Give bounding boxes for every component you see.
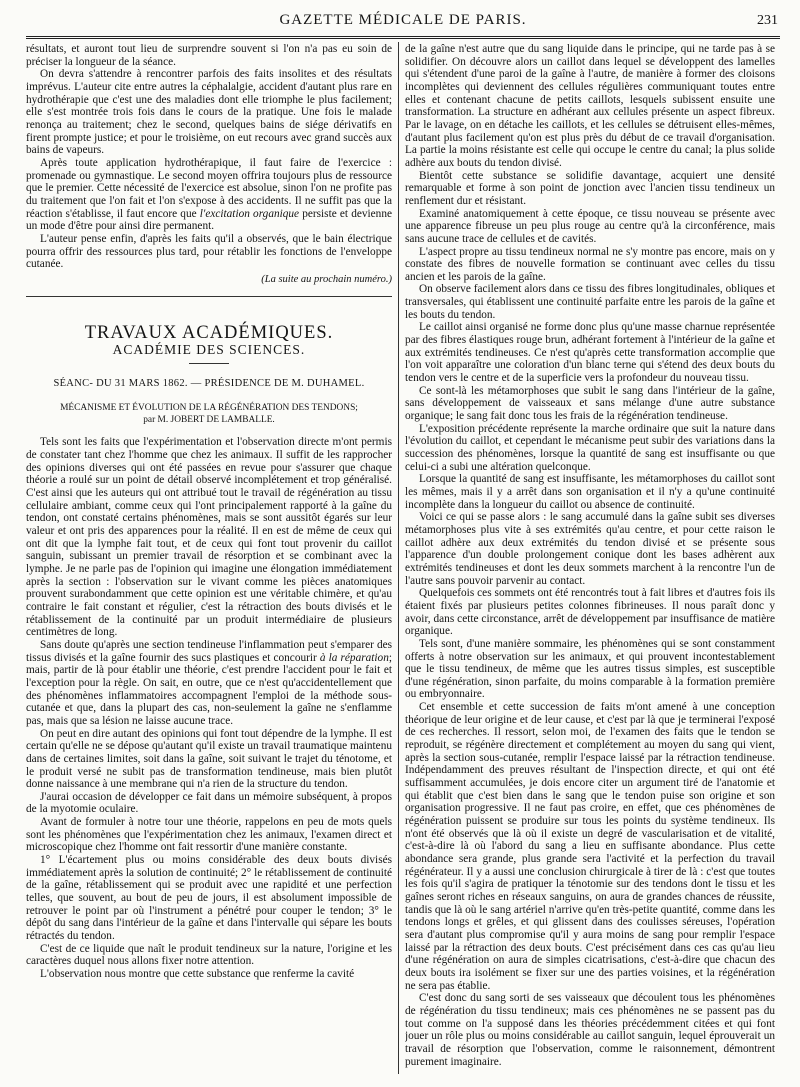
paragraph: Quelquefois ces sommets ont été rencontrés tout à fait libres et d'autres fois ils étaient fixés par plusieurs petites colonnes fibrineuses. Il nous paraît donc y avoir, dans cette circonstance, arrêt de développement par insuffisance de matière organique. (405, 587, 775, 638)
paragraph: On devra s'attendre à rencontrer parfois des faits insolites et des résultats imprévus. L'auteur cite entre autres la céphalalgie, accident d'autant plus rare en hydrothérapie que c'est une des maladies dont elle triomphe le plus facilement; elle s'est montrée trois fois dans le cours de la pratique. Une fois le malade renonça au traitement; chez le second, quelques bains de siége dérivatifs en firent prompte justice; et pour le troisième, on eut recours avec grand succès aux bains de vapeurs. (26, 68, 392, 157)
paragraph: Examiné anatomiquement à cette époque, ce tissu nouveau se présente avec une apparence fibreuse un peu plus rouge au centre qu'à la circonférence, mais sans aucune trace de cellules et de cavités. (405, 207, 775, 245)
section-title: TRAVAUX ACADÉMIQUES. (84, 323, 334, 344)
paragraph (26, 157, 392, 233)
paragraph: Ce sont-là les métamorphoses que subit le sang dans l'intérieur de la gaîne, sans développement de vaisseaux et sans mélange d'une autre substance organique; le sang fait donc tous les frais de la régénération tendineuse. (405, 384, 775, 423)
paragraph: 1° L'écartement plus ou moins considérable des deux bouts divisés immédiatement après la solution de continuité; 2° le rétablissement de continuité de la gaîne, rétablissement qui se produit avec une rapidité et une perfection telles, que souvent, au bout de peu de jours, il est absolument impossible de retrouver le point par où l'instrument a pénétré pour couper le tendon; 3° le dépôt du sang dans l'intérieur de la gaîne et dans l'intervalle qui sépare les bouts rétractés du tendon. (26, 854, 392, 943)
paragraph: C'est donc du sang sorti de ses vaisseaux que découlent tous les phénomènes de régénération du tissu tendineux; mais ces phénomènes ne se passent pas du tout comme on l'a supposé dans les théories précédemment citées et qui font jouer un rôle plus ou moins considérable au caillot sanguin, lequel éprouverait un travail de résorption que l'observation, comme le raisonnement, démontrent purement imaginaire. (405, 992, 775, 1068)
memoire-author: par M. JOBERT DE LAMBALLE. (143, 415, 275, 426)
paragraph: Lorsque la quantité de sang est insuffisante, les métamorphoses du caillot sont les mêmes, mais il y a arrêt dans son organisation et il n'y a qu'une continuité incomplète dans la longueur du caillot ou absence de continuité. (405, 473, 775, 511)
italic-phrase: l'excitation organique (199, 207, 300, 220)
paragraph-segment: persiste et devienne un mode d'être pour ainsi dire permanent. (26, 207, 392, 233)
paragraph: Le caillot ainsi organisé ne forme donc plus qu'une masse charnue représentée par des fibres élastiques rouge brun, adhérant fortement à l'intérieur de la gaîne et aux extrémités tendineuses. Ce n'est qu'après cette transformation accomplie que l'on voit apparaître une coloration d'un blanc terne qui s'étend des deux bouts du tendon vers le centre et de la superficie vers la profondeur du nouveau tissu. (405, 321, 775, 385)
paragraph: On observe facilement alors dans ce tissu des fibres longitudinales, obliques et transversales, qui établissent une continuité parfaite entre les parois de la gaîne et les bouts du tendon. (405, 283, 775, 321)
paragraph-segment: Après toute application hydrothérapique, il faut faire de l'exercice : promenade ou gymnastique. Le second moyen offrira toujours plus de ressource que le premier. Cette nécessité de l'exercice est absolue, sinon l'on ne profite pas du traitement que l'on fait et l'on s'expose à des accidents. Il ne suffit pas que la réaction s'établisse, il faut encore que (26, 156, 392, 220)
paragraph: On peut en dire autant des opinions qui font tout dépendre de la lymphe. Il est certain qu'elle ne se dépose qu'autant qu'il existe un travail traumatique maintenu dans de certaines limites, soit dans la gaîne, soit suivant le trajet du ténotome, et le produit versé ne subit pas de transformation tendineuse, mais bien plutôt donne naissance à une membrane qui n'a rien de la structure du tendon. (26, 727, 392, 791)
continuation-note: (La suite au prochain numéro.) (261, 273, 392, 285)
seance-heading: SÉANC- DU 31 MARS 1862. — PRÉSIDENCE DE M. DUHAMEL. (53, 377, 365, 389)
journal-title: GAZETTE MÉDICALE DE PARIS. (279, 12, 527, 28)
article-continuation (26, 43, 392, 271)
paragraph: Voici ce qui se passe alors : le sang accumulé dans la gaîne subit ses diverses métamorphoses plus vite à ses extrémités qu'au centre, et pour cette raison le caillot adhère aux deux extrémités du tendon divisé et se présente sous l'apparence d'un double prolongement conique dont les bases adhèrent aux extrémités tendineuses et dont les deux sommets marchent à la rencontre l'un de l'autre sans pouvoir parvenir au contact. (405, 511, 775, 587)
paragraph: J'aurai occasion de développer ce fait dans un mémoire subséquent, à propos de la myotomie oculaire. (26, 790, 392, 816)
subtitle-rule (189, 363, 229, 364)
paragraph: Tels sont, d'une manière sommaire, les phénomènes qui se sont constamment offerts à notre observation sur les animaux, et qui prouvent incontestablement que le tissu tendineux, de même que les autres tissus simples, est susceptible d'une régénération, sinon parfaite, du moins comparable à la formation première ou embryonnaire. (405, 637, 775, 701)
paragraph: Cet ensemble et cette succession de faits m'ont amené à une conception théorique de leur origine et de leur cause, et c'est par là que je terminerai l'exposé de ces recherches. Il ressort, selon moi, de l'examen des faits que le tendon se reproduit, se régénère directement et complétement au moyen du sang qui vient, après la section sous-cutanée, remplir l'espace laissé par la rétraction tendineuse. Indépendamment des preuves résultant de l'inspection directe, et qui ont été suffisamment accumulées, je dois encore citer un argument tiré de l'anatomie et qui établit que c'est bien dans le sang que le tendon puise son origine et son organisation progressive. Il ne faut pas croire, en effet, que ces phénomènes de régénération puissent se produire sur tous les points du système tendineux. Ils n'ont été observés que là où il existe un degré de vascularisation et de vitalité, c'est-à-dire là où l'abord du sang a lieu en suffisante abondance. Plus cette abondance sera grande, plus grande sera l'activité et la perfection du travail régénérateur. Il y a aussi une conclusion chirurgicale à tirer de là : c'est que toutes les fois qu'il s'agira de pratiquer la ténotomie sur des tendons dont le tissu et les gaînes seront riches en réseaux sanguins, on aura de grandes chances de réussite, tandis que là où le sang artériel n'arrive qu'en très-petite quantité, comme dans les tendons longs et grêles, et qui glissent dans des coulisses séreuses, l'opération sera d'autant plus compromise qu'il y aura moins de sang pour remplir l'espace laissé par la rétraction des deux bouts. C'est précisément dans ces cas qu'au lieu d'une régénération on aura de simples cicatrisations, c'est-à-dire que chacun des deux bouts ira isolément se fixer sur une des parties voisines, et la régénération ne sera pas établie. (405, 701, 775, 992)
right-column (405, 43, 775, 1075)
paragraph: Tels sont les faits que l'expérimentation et l'observation directe m'ont permis de constater tant chez l'homme que chez les animaux. Il suffit de les rapprocher des opinions diverses qui ont été passées en revue pour s'assurer que chaque théorie a roulé sur un point de détail observé incomplétement et trop généralisé. C'est ainsi que les auteurs qui ont attribué tout le travail de régénération au tissu cellulaire ambiant, comme ceux qui l'ont principalement rapporté à la gaîne du tendon, ont constaté certains phénomènes, mais se sont aussitôt égarés sur leur valeur et ont pris des apparences pour la réalité. Il en est de même de ceux qui ont dit que la lymphe fait tout, et de ceux qui font tout provenir du caillot sanguin, subissant un premier travail de résorption et se combinant avec la lymphe. Je ne parle pas de l'opinion qui imagine une élongation immédiatement après la section : l'observation sur le vivant comme les pièces anatomiques prouvent surabondamment que cette opinion est une véritable chimère, et qu'au contraire le fait constant et régulier, c'est la rétraction des bouts divisés et le rétablissement de la continuité par un produit intermédiaire de plusieurs centimètres de long. (26, 436, 392, 639)
memoire-text-right (405, 43, 775, 1068)
paragraph-segment: ; mais, partir de là pour établir une théorie, c'est prendre l'accident pour le fait et l'exception pour la règle. On sait, en outre, que ce n'est qu'accidentellement que des phénomènes inflammatoires accompagnent l'emploi de la méthode sous-cutanée et que, dans la plupart des cas, non-seulement la gaîne ne s'enflamme pas, mais que sa lésion ne laisse aucune trace. (26, 651, 392, 727)
section-separator (26, 296, 392, 297)
page-number: 231 (757, 13, 778, 28)
italic-phrase: à la réparation (319, 651, 389, 664)
paragraph (26, 639, 392, 728)
column-divider (398, 42, 399, 1074)
paragraph: L'aspect propre au tissu tendineux normal ne s'y montre pas encore, mais on y constate des fibres de nouvelle formation se continuant avec celles du tissu ancien et les parois de la gaîne. (405, 245, 775, 283)
left-column (26, 43, 392, 1073)
paragraph: L'exposition précédente représente la marche ordinaire que suit la nature dans l'évolution du caillot, et cependant le mécanisme peut subir des variations dans la succession des phénomènes, lorsque la quantité de sang est insuffisante ou que celui-ci a subi une altération quelconque. (405, 422, 775, 473)
paragraph: L'observation nous montre que cette substance que renferme la cavité (40, 968, 355, 980)
paragraph: Avant de formuler à notre tour une théorie, rappelons en peu de mots quels sont les phénomènes que l'expérimentation chez les animaux, l'examen direct et microscopique chez l'homme ont fait ressortir d'une manière constante. (26, 816, 392, 854)
memoire-title: MÉCANISME ET ÉVOLUTION DE LA RÉGÉNÉRATION DES TENDONS; (60, 403, 358, 414)
page-header (26, 12, 780, 36)
paragraph-segment: Sans doute qu'après une section tendineuse l'inflammation peut s'emparer des tissus divisés et la gaîne fournir des sucs plastiques et concourir (26, 638, 392, 664)
paragraph: L'auteur pense enfin, d'après les faits qu'il a observés, que le bain électrique pourra offrir des ressources plus tard, pour rétablir les fonctions de l'enveloppe cutanée. (26, 232, 392, 271)
memoire-text-left (26, 436, 392, 980)
section-subtitle: ACADÉMIE DES SCIENCES. (112, 342, 306, 358)
memoire-heading (26, 402, 392, 426)
paragraph: C'est de ce liquide que naît le produit tendineux sur la nature, l'origine et les caractères duquel nous allons fixer notre attention. (26, 942, 392, 968)
paragraph: résultats, et auront tout lieu de surprendre souvent si l'on n'a pas eu soin de préciser la longueur de la séance. (26, 43, 392, 68)
header-rule (26, 36, 780, 39)
paragraph: Bientôt cette substance se solidifie davantage, acquiert une densité remarquable et forme à son point de jonction avec l'ancien tissu tendineux un renflement dur et résistant. (405, 169, 775, 207)
paragraph: de la gaîne n'est autre que du sang liquide dans le principe, qui ne tarde pas à se solidifier. On découvre alors un caillot dans lequel se développent des lamelles qui s'étendent d'une paroi de la gaîne à l'autre, de manière à former des cloisons incomplètes qui deviennent des cellules régulières communiquant toutes entre elles et contenant chacune de petits caillots, lesquels subissent ensuite une transformation. La structure en adhérant aux cellules présente un aspect fibreux. Par le lavage, on en détache les caillots, et les cellules se détruisent elles-mêmes, d'autant plus facilement qu'on est plus près du début de ce travail d'organisation. La partie la moins résistante est celle qui occupe le centre du canal; la plus solide adhère aux bouts du tendon divisé. (405, 43, 775, 169)
